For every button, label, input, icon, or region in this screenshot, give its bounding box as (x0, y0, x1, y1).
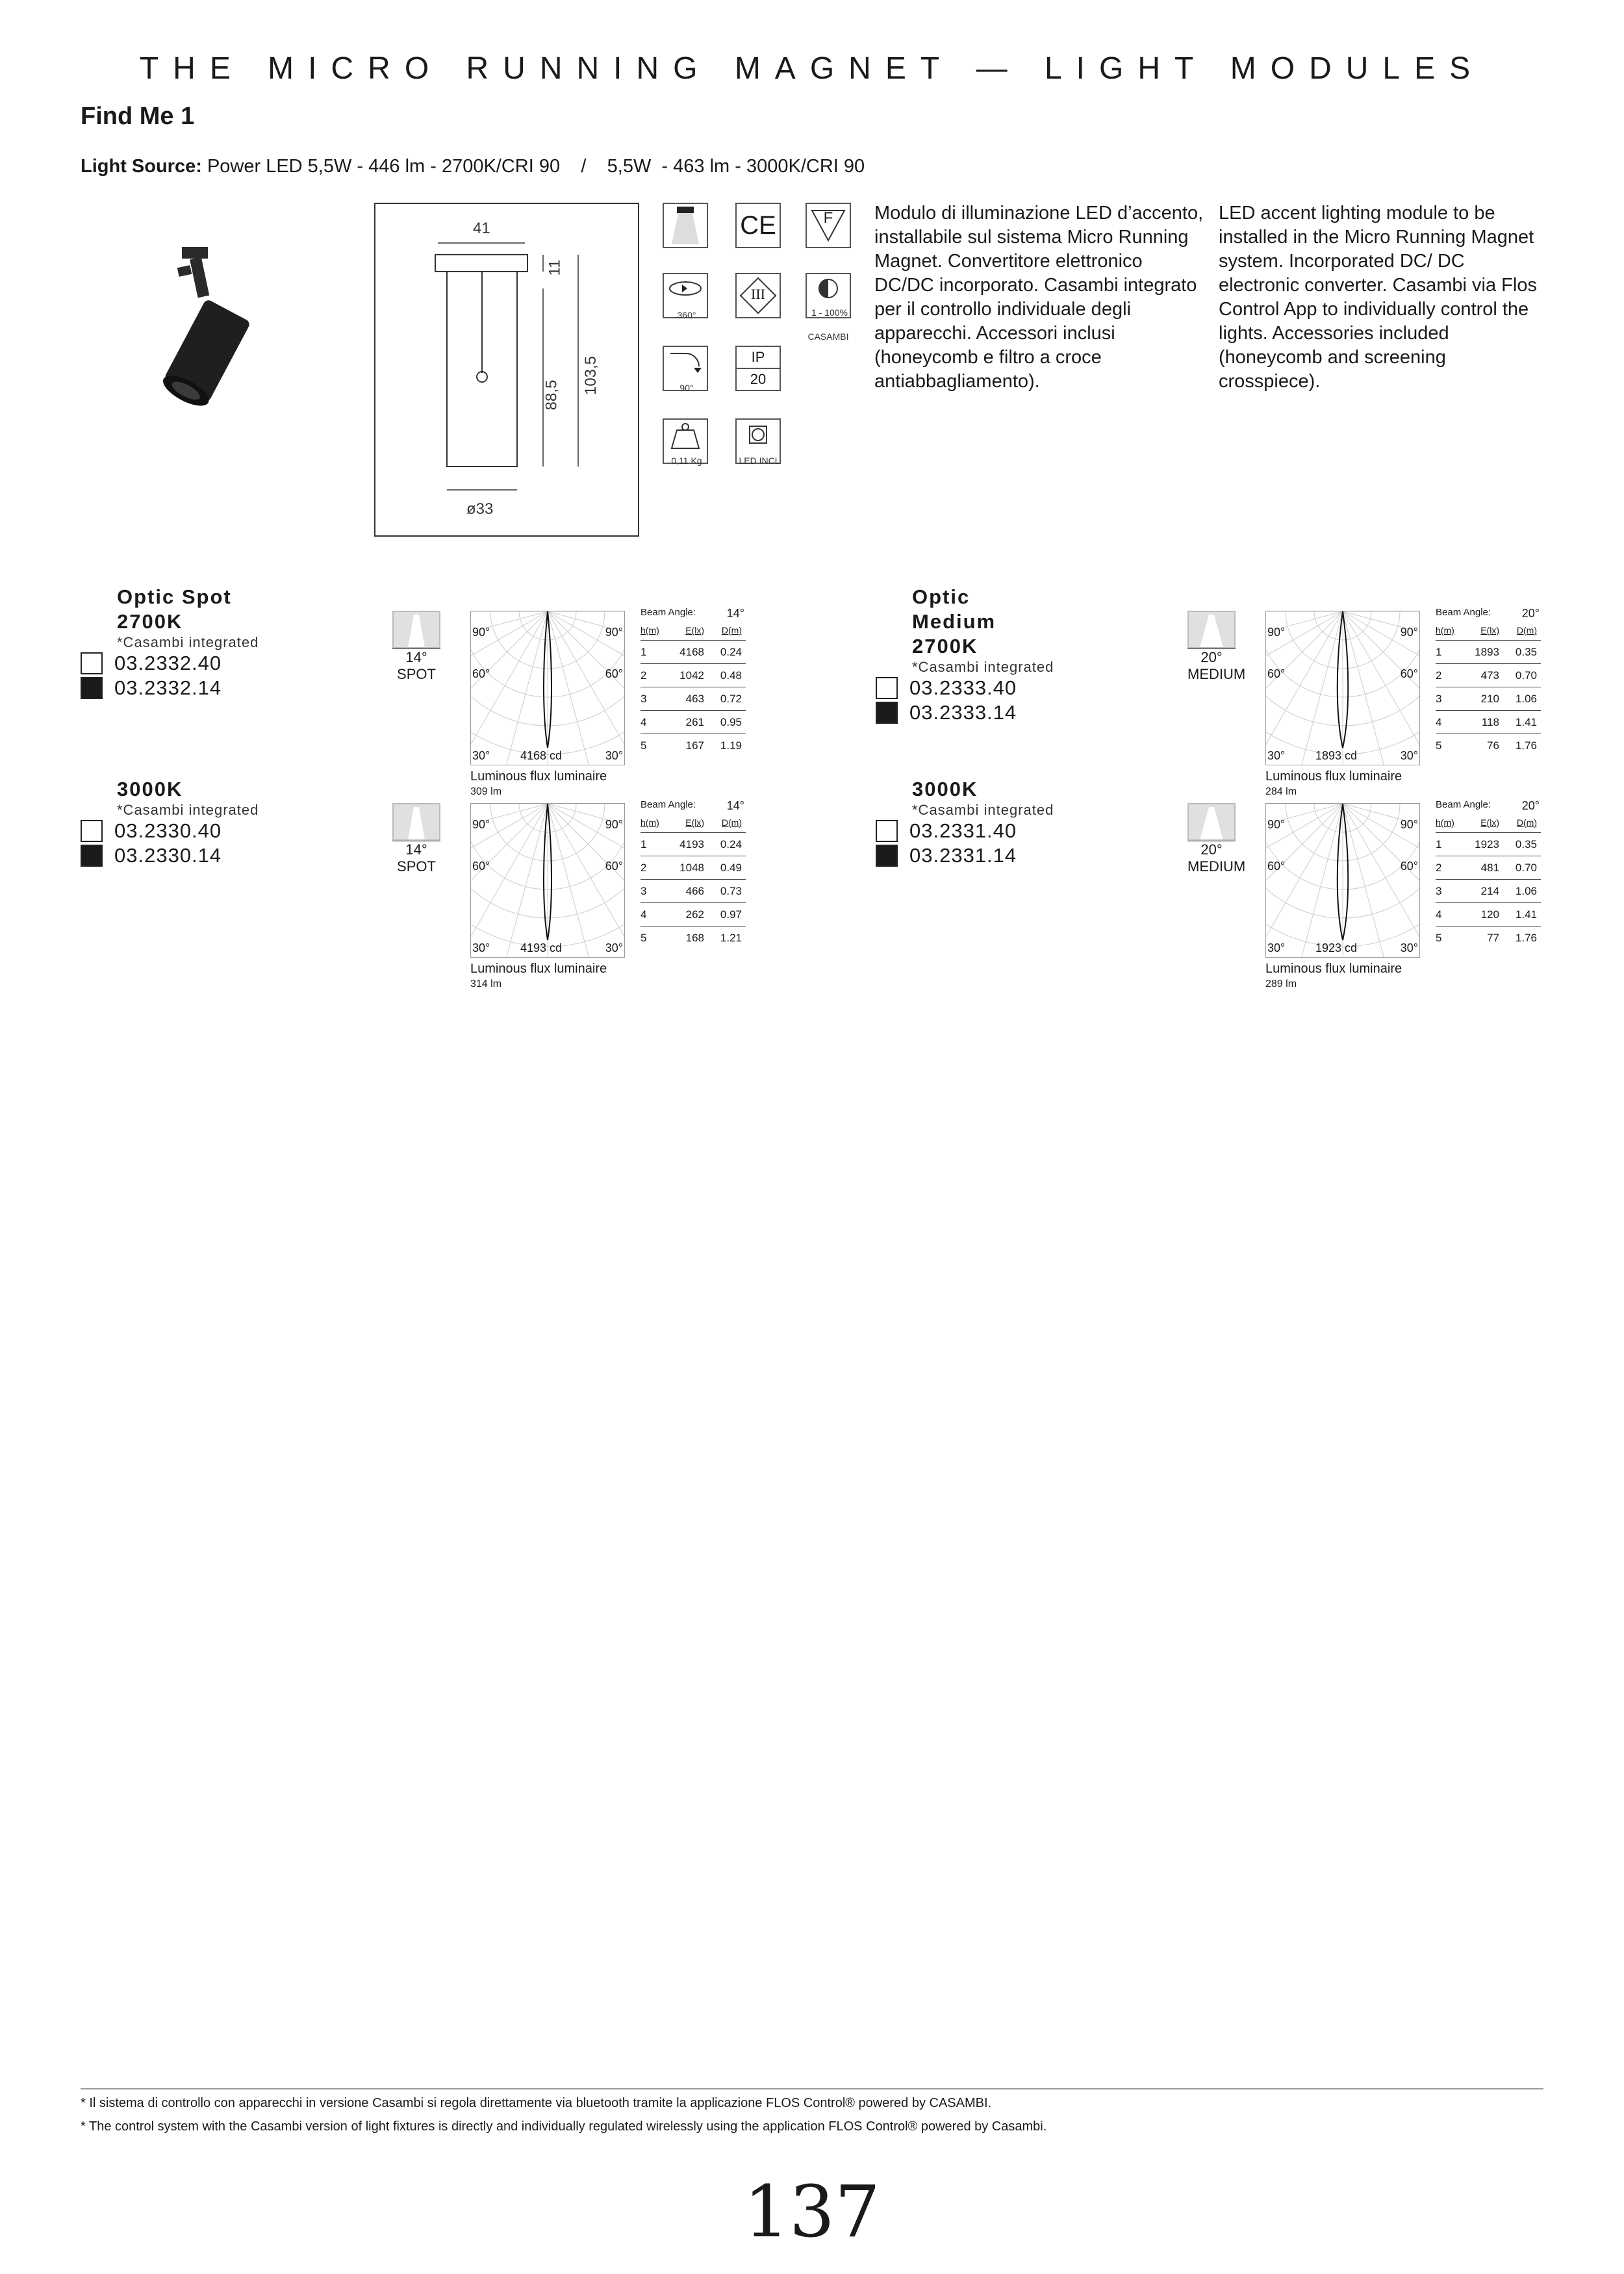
flux-label: Luminous flux luminaire (470, 962, 607, 976)
table-row (641, 833, 746, 856)
polar-label-90-right: 90° (1400, 818, 1418, 831)
beam-angle-value: 20° (1521, 607, 1540, 620)
black-finish-swatch (81, 845, 103, 867)
table-row (641, 641, 746, 664)
table-cell: 0.73 (708, 880, 746, 903)
table-cell: 120 (1460, 903, 1503, 926)
ce-mark-label: CE (740, 211, 776, 240)
optic-cct: 3000K (117, 778, 183, 800)
beam-table-block (1436, 799, 1541, 949)
dim-width: 41 (473, 220, 490, 237)
table-header-row (641, 620, 746, 641)
beam-degrees: 20° (1187, 841, 1236, 858)
table-cell: 3 (1436, 880, 1460, 903)
table-cell: 76 (1487, 739, 1499, 752)
table-cell: 1.41 (1503, 711, 1541, 734)
table-cell: 2 (641, 856, 665, 880)
table-cell: 5 (641, 931, 647, 944)
table-cell: 1 (641, 833, 665, 856)
casambi-note: *Casambi integrated (117, 802, 259, 818)
table-header-cell: h(m) (1436, 620, 1460, 641)
page-number: 137 (744, 2170, 880, 2253)
beam-angle-value: 14° (726, 799, 744, 812)
footnote-italian: * Il sistema di controllo con apparecchi in versione Casambi si regola direttamente via bluetooth tramite la applicazione FLOS Control® powered by CASAMBI. (81, 2096, 992, 2110)
polar-label-30-left: 30° (1267, 941, 1286, 954)
code-black: 03.2330.14 (114, 844, 222, 867)
table-cell: 3 (641, 880, 665, 903)
table-cell: 1 (1436, 641, 1460, 664)
white-finish-swatch (876, 820, 898, 842)
table-cell: 2 (1436, 856, 1460, 880)
code-black: 03.2332.14 (114, 676, 222, 699)
table-cell: 0.70 (1503, 664, 1541, 687)
table-row (641, 926, 746, 950)
table-cell: 1.76 (1515, 931, 1537, 944)
luminous-flux (470, 962, 607, 991)
code-black: 03.2331.14 (909, 844, 1017, 867)
table-cell: 1 (1436, 833, 1460, 856)
flux-label: Luminous flux luminaire (1265, 962, 1402, 976)
beam-cone-icon (392, 803, 440, 841)
beam-angle-label: Beam Angle: (641, 607, 696, 618)
beam-cone-icon (1187, 803, 1236, 841)
table-header-cell: E(lx) (665, 813, 708, 833)
dimmable-caption: 1 - 100% (811, 307, 848, 318)
footnote-english: * The control system with the Casambi version of light fixtures is directly and individually regulated wirelessly using the application FLOS Control® powered by Casambi. (81, 2119, 1047, 2134)
table-row (641, 664, 746, 687)
table-cell: 4168 (665, 641, 708, 664)
dim-diameter: ø33 (466, 500, 494, 518)
polar-label-90-right: 90° (1400, 626, 1418, 639)
optic-cct: 2700K (912, 635, 978, 658)
table-cell: 1893 (1460, 641, 1503, 664)
polar-label-60-left: 60° (1267, 667, 1286, 680)
table-cell: 4 (1436, 711, 1460, 734)
table-row (1436, 664, 1541, 687)
beam-angle-label: Beam Angle: (1436, 607, 1491, 618)
code-white: 03.2332.40 (114, 652, 222, 674)
polar-label-60-right: 60° (1400, 667, 1418, 680)
beam-cone-icon (1187, 611, 1236, 648)
polar-label-60-right: 60° (1400, 860, 1418, 873)
dimmable-icon (806, 273, 851, 318)
table-row (1436, 687, 1541, 711)
table-cell: 262 (665, 903, 708, 926)
beam-angle-value: 14° (726, 607, 744, 620)
table-row (641, 903, 746, 926)
weight-caption: 0,11 Kg (671, 455, 702, 466)
table-header-cell: h(m) (1436, 813, 1460, 833)
table-cell: 473 (1460, 664, 1503, 687)
light-source (81, 156, 865, 177)
led-included-caption: LED INCL (739, 455, 780, 466)
polar-label-90-right: 90° (605, 626, 623, 639)
table-cell: 481 (1460, 856, 1503, 880)
table-row (1436, 734, 1541, 758)
light-source-label: Light Source: (81, 156, 202, 177)
black-finish-swatch (876, 702, 898, 724)
illuminance-table (641, 813, 746, 949)
illuminance-table (1436, 813, 1541, 949)
code-white-row (876, 819, 1058, 843)
code-black-row (81, 843, 262, 868)
casambi-caption: CASAMBI (807, 331, 849, 342)
track-icon (663, 203, 708, 248)
beam-degrees: 20° (1187, 648, 1236, 666)
beam-name: SPOT (397, 666, 436, 682)
dimension-drawing (374, 203, 639, 537)
polar-diagram (470, 803, 625, 958)
table-header-cell: E(lx) (1460, 620, 1503, 641)
table-cell: 1923 (1460, 833, 1503, 856)
table-cell: 1.76 (1515, 739, 1537, 752)
beam-name: SPOT (397, 858, 436, 875)
table-cell: 167 (685, 739, 704, 752)
ip-label: IP (737, 347, 780, 369)
table-cell: 4193 (665, 833, 708, 856)
table-header-row (1436, 620, 1541, 641)
optic-block (81, 777, 763, 990)
polar-label-60-left: 60° (472, 667, 490, 680)
polar-label-90-left: 90° (1267, 626, 1286, 639)
table-header-cell: h(m) (641, 813, 665, 833)
beam-name: MEDIUM (1187, 858, 1246, 875)
optic-cct: 2700K (117, 610, 183, 633)
table-cell: 210 (1460, 687, 1503, 711)
polar-label-30-left: 30° (472, 749, 490, 762)
ip-value: 20 (750, 371, 767, 387)
table-header-cell: E(lx) (1460, 813, 1503, 833)
table-cell: 0.35 (1503, 641, 1541, 664)
polar-label-30-right: 30° (605, 749, 623, 762)
table-header-row (1436, 813, 1541, 833)
polar-label-60-right: 60° (605, 667, 623, 680)
polar-candela: 4168 cd (520, 749, 563, 762)
beam-table-block (1436, 607, 1541, 757)
beam-cone-icon (392, 611, 440, 648)
table-cell: 261 (665, 711, 708, 734)
table-row (1436, 833, 1541, 856)
flux-value: 314 lm (470, 978, 502, 990)
table-cell: 3 (641, 687, 665, 711)
polar-label-30-right: 30° (1400, 941, 1418, 954)
polar-label-60-left: 60° (472, 860, 490, 873)
optic-title: Optic Medium (912, 585, 996, 633)
table-row (641, 856, 746, 880)
table-cell: 1.21 (720, 931, 742, 944)
led-included-icon (735, 418, 781, 464)
code-white-row (876, 676, 1058, 700)
tilt-caption: 90° (679, 383, 694, 393)
table-cell: 0.70 (1503, 856, 1541, 880)
casambi-note: *Casambi integrated (912, 802, 1054, 818)
beam-table-block (641, 799, 746, 949)
code-black-row (81, 676, 262, 700)
f-mark-icon (806, 203, 851, 248)
flux-value: 289 lm (1265, 978, 1297, 990)
polar-label-90-right: 90° (605, 818, 623, 831)
table-row (641, 880, 746, 903)
table-cell: 4 (641, 711, 665, 734)
white-finish-swatch (876, 677, 898, 699)
class-iii-icon (735, 273, 781, 318)
beam-badge (1187, 611, 1245, 683)
dim-total-height: 103,5 (582, 355, 600, 396)
table-cell: 0.95 (708, 711, 746, 734)
polar-label-60-left: 60° (1267, 860, 1286, 873)
optic-info (81, 777, 262, 868)
code-white-row (81, 651, 262, 676)
beam-name: MEDIUM (1187, 666, 1246, 682)
polar-candela: 1923 cd (1315, 941, 1358, 954)
beam-angle-row (1436, 799, 1540, 813)
illuminance-table (641, 620, 746, 757)
product-name: Find Me 1 (81, 103, 195, 130)
description-italian: Modulo di illuminazione LED d’accento, installabile sul sistema Micro Running Magnet. Convertitore elettronico DC/DC incorporato. Casambi integrato per il controllo individuale degli apparecchi. Accessori inclusi (honeycomb e filtro a croce antiabbagliamento). (874, 203, 1204, 392)
table-cell: 0.24 (708, 641, 746, 664)
table-cell: 5 (1436, 931, 1442, 944)
table-header-cell: D(m) (1503, 620, 1541, 641)
table-cell: 1.19 (720, 739, 742, 752)
table-cell: 1 (641, 641, 665, 664)
weight-icon (663, 418, 708, 464)
table-header-cell: h(m) (641, 620, 665, 641)
optic-cct: 3000K (912, 778, 978, 800)
description-english: LED accent lighting module to be installed in the Micro Running Magnet system. Incorporated DC/ DC electronic converter. Casambi via Flos Control App to individually control the lights. Accessories included (honeycomb and screening crosspiece). (1219, 203, 1537, 392)
ce-mark-icon (735, 203, 781, 248)
table-header-cell: D(m) (708, 620, 746, 641)
table-row (1436, 903, 1541, 926)
polar-candela: 1893 cd (1315, 749, 1358, 762)
table-row (641, 734, 746, 758)
code-white-row (81, 819, 262, 843)
code-white: 03.2331.40 (909, 819, 1017, 842)
code-white: 03.2333.40 (909, 676, 1017, 699)
flux-label: Luminous flux luminaire (470, 769, 607, 784)
table-cell: 0.24 (708, 833, 746, 856)
table-cell: 0.48 (708, 664, 746, 687)
table-row (641, 687, 746, 711)
code-black: 03.2333.14 (909, 701, 1017, 724)
beam-angle-label: Beam Angle: (641, 799, 696, 810)
polar-label-90-left: 90° (472, 626, 490, 639)
polar-label-90-left: 90° (472, 818, 490, 831)
table-cell: 118 (1460, 711, 1503, 734)
rotation-caption: 360° (677, 310, 696, 320)
table-cell: 4 (641, 903, 665, 926)
beam-angle-row (641, 799, 744, 813)
flux-label: Luminous flux luminaire (1265, 769, 1402, 784)
illuminance-table (1436, 620, 1541, 757)
table-cell: 1.41 (1503, 903, 1541, 926)
table-cell: 0.72 (708, 687, 746, 711)
white-finish-swatch (81, 652, 103, 674)
polar-label-30-left: 30° (1267, 749, 1286, 762)
table-cell: 2 (641, 664, 665, 687)
rotation-icon (663, 273, 708, 318)
black-finish-swatch (81, 677, 103, 699)
table-row (1436, 711, 1541, 734)
beam-angle-value: 20° (1521, 799, 1540, 812)
table-cell: 1.06 (1503, 687, 1541, 711)
white-finish-swatch (81, 820, 103, 842)
table-cell: 77 (1487, 931, 1499, 944)
optic-title: Optic Spot (117, 585, 232, 608)
table-header-cell: D(m) (708, 813, 746, 833)
table-cell: 214 (1460, 880, 1503, 903)
beam-badge (392, 803, 440, 875)
polar-candela: 4193 cd (520, 941, 563, 954)
table-row (1436, 926, 1541, 950)
beam-badge (1187, 803, 1245, 875)
table-cell: 5 (641, 739, 647, 752)
code-black-row (876, 700, 1058, 725)
table-row (1436, 856, 1541, 880)
table-cell: 463 (665, 687, 708, 711)
table-cell: 0.97 (708, 903, 746, 926)
table-cell: 3 (1436, 687, 1460, 711)
polar-diagram (470, 611, 625, 765)
table-header-cell: D(m) (1503, 813, 1541, 833)
product-photo (130, 240, 292, 435)
optic-info (876, 585, 1058, 725)
table-row (641, 711, 746, 734)
table-header-cell: E(lx) (665, 620, 708, 641)
optic-info (81, 585, 262, 700)
beam-angle-row (1436, 607, 1540, 620)
polar-label-90-left: 90° (1267, 818, 1286, 831)
table-row (1436, 641, 1541, 664)
beam-degrees: 14° (392, 648, 440, 666)
f-mark-label: F (823, 209, 833, 227)
table-cell: 168 (685, 931, 704, 944)
optic-info (876, 777, 1058, 868)
beam-badge (392, 611, 440, 683)
beam-table-block (641, 607, 746, 757)
luminous-flux (1265, 962, 1402, 991)
polar-label-30-right: 30° (1400, 749, 1418, 762)
polar-label-30-left: 30° (472, 941, 490, 954)
table-cell: 4 (1436, 903, 1460, 926)
beam-angle-row (641, 607, 744, 620)
table-cell: 0.35 (1503, 833, 1541, 856)
table-cell: 1048 (665, 856, 708, 880)
polar-label-30-right: 30° (605, 941, 623, 954)
table-cell: 1042 (665, 664, 708, 687)
black-finish-swatch (876, 845, 898, 867)
light-source-text: Power LED 5,5W - 446 lm - 2700K/CRI 90 / 5,5W - 463 lm - 3000K/CRI 90 (207, 156, 865, 177)
code-black-row (876, 843, 1058, 868)
casambi-note: *Casambi integrated (912, 659, 1054, 675)
footer-rule (81, 2088, 1543, 2089)
flux-value: 309 lm (470, 786, 502, 797)
table-header-row (641, 813, 746, 833)
dim-body-height: 88,5 (542, 379, 561, 411)
code-white: 03.2330.40 (114, 819, 222, 842)
page-header: THE MICRO RUNNING MAGNET — LIGHT MODULES (139, 51, 1485, 86)
ip-rating-icon (735, 346, 781, 391)
table-cell: 2 (1436, 664, 1460, 687)
polar-diagram (1265, 803, 1420, 958)
table-cell: 1.06 (1503, 880, 1541, 903)
table-cell: 5 (1436, 739, 1442, 752)
beam-degrees: 14° (392, 841, 440, 858)
table-row (1436, 880, 1541, 903)
beam-angle-label: Beam Angle: (1436, 799, 1491, 810)
optic-block (876, 777, 1558, 990)
table-cell: 466 (665, 880, 708, 903)
flux-value: 284 lm (1265, 786, 1297, 797)
tilt-icon (663, 346, 708, 391)
dim-top-height: 11 (546, 259, 564, 276)
table-cell: 0.49 (708, 856, 746, 880)
casambi-note: *Casambi integrated (117, 634, 259, 650)
class-iii-label: III (751, 286, 765, 302)
polar-label-60-right: 60° (605, 860, 623, 873)
polar-diagram (1265, 611, 1420, 765)
